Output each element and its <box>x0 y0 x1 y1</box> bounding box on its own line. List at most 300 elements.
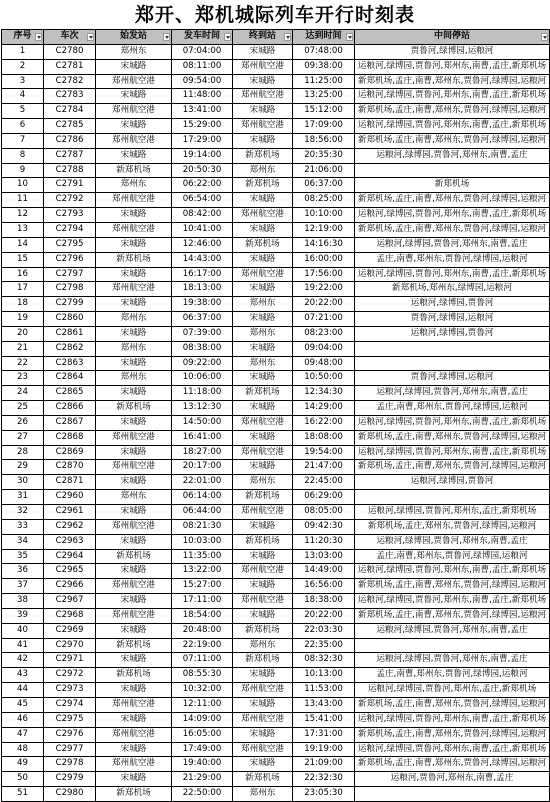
cell-stops[interactable]: 贾鲁河,绿博园,运粮河 <box>355 371 550 386</box>
cell-terminus[interactable]: 新郑机场 <box>233 178 293 193</box>
cell-departure[interactable]: 15:29:00 <box>172 119 233 134</box>
cell-stops[interactable]: 贾鲁河,绿博园,运粮河 <box>355 312 550 327</box>
cell-index[interactable]: 6 <box>2 119 44 134</box>
cell-departure[interactable]: 07:11:00 <box>172 653 233 668</box>
cell-terminus[interactable]: 宋城路 <box>233 401 293 416</box>
cell-terminus[interactable]: 宋城路 <box>233 519 293 534</box>
cell-train[interactable]: C2794 <box>44 222 96 237</box>
cell-index[interactable]: 40 <box>2 623 44 638</box>
cell-train[interactable]: C2979 <box>44 772 96 787</box>
cell-terminus[interactable]: 宋城路 <box>233 371 293 386</box>
cell-departure[interactable]: 08:55:30 <box>172 668 233 683</box>
cell-arrival[interactable]: 09:48:00 <box>293 356 355 371</box>
cell-terminus[interactable]: 宋城路 <box>233 104 293 119</box>
cell-arrival[interactable]: 08:23:00 <box>293 326 355 341</box>
cell-train[interactable]: C2797 <box>44 267 96 282</box>
cell-terminus[interactable]: 郑州航空港 <box>233 742 293 757</box>
cell-train[interactable]: C2861 <box>44 326 96 341</box>
cell-arrival[interactable]: 13:25:00 <box>293 89 355 104</box>
cell-index[interactable]: 48 <box>2 742 44 757</box>
cell-departure[interactable]: 07:04:00 <box>172 44 233 59</box>
cell-stops[interactable]: 运粮河,绿博园,贾鲁河,郑州东,南曹,孟庄,新郑机场 <box>355 208 550 223</box>
cell-departure[interactable]: 12:46:00 <box>172 237 233 252</box>
cell-index[interactable]: 15 <box>2 252 44 267</box>
cell-departure[interactable]: 20:50:30 <box>172 163 233 178</box>
cell-train[interactable]: C2963 <box>44 534 96 549</box>
cell-index[interactable]: 49 <box>2 757 44 772</box>
cell-stops[interactable]: 运粮河,绿博园,贾鲁河 <box>355 326 550 341</box>
cell-origin[interactable]: 郑州东 <box>96 178 172 193</box>
cell-terminus[interactable]: 郑州航空港 <box>233 683 293 698</box>
cell-terminus[interactable]: 宋城路 <box>233 727 293 742</box>
cell-terminus[interactable]: 宋城路 <box>233 74 293 89</box>
cell-index[interactable]: 10 <box>2 178 44 193</box>
cell-train[interactable]: C2967 <box>44 594 96 609</box>
cell-index[interactable]: 34 <box>2 534 44 549</box>
cell-origin[interactable]: 宋城路 <box>96 356 172 371</box>
cell-terminus[interactable]: 郑州东 <box>233 787 293 802</box>
cell-departure[interactable]: 13:12:30 <box>172 401 233 416</box>
cell-arrival[interactable]: 22:03:30 <box>293 623 355 638</box>
cell-arrival[interactable]: 13:03:00 <box>293 549 355 564</box>
cell-index[interactable]: 7 <box>2 133 44 148</box>
cell-index[interactable]: 24 <box>2 386 44 401</box>
cell-stops[interactable]: 新郑机场,孟庄,南曹,郑州东,贾鲁河,绿博园,运粮河 <box>355 697 550 712</box>
cell-departure[interactable]: 10:41:00 <box>172 222 233 237</box>
cell-index[interactable]: 17 <box>2 282 44 297</box>
cell-terminus[interactable]: 郑州东 <box>233 638 293 653</box>
cell-train[interactable]: C2788 <box>44 163 96 178</box>
cell-stops[interactable]: 新郑机场,孟庄,南曹,郑州东,贾鲁河,绿博园,运粮河 <box>355 430 550 445</box>
cell-origin[interactable]: 宋城路 <box>96 445 172 460</box>
cell-terminus[interactable]: 郑州航空港 <box>233 594 293 609</box>
cell-arrival[interactable]: 22:45:00 <box>293 475 355 490</box>
cell-index[interactable]: 31 <box>2 490 44 505</box>
cell-arrival[interactable]: 14:49:00 <box>293 564 355 579</box>
cell-stops[interactable]: 贾鲁河,绿博园,运粮河 <box>355 44 550 59</box>
cell-departure[interactable]: 08:21:30 <box>172 519 233 534</box>
cell-arrival[interactable]: 13:43:00 <box>293 697 355 712</box>
cell-origin[interactable]: 宋城路 <box>96 208 172 223</box>
cell-arrival[interactable]: 14:16:30 <box>293 237 355 252</box>
cell-train[interactable]: C2787 <box>44 148 96 163</box>
cell-departure[interactable]: 13:41:00 <box>172 104 233 119</box>
cell-index[interactable]: 1 <box>2 44 44 59</box>
cell-train[interactable]: C2976 <box>44 727 96 742</box>
cell-train[interactable]: C2962 <box>44 519 96 534</box>
cell-origin[interactable]: 郑州航空港 <box>96 282 172 297</box>
cell-stops[interactable]: 运粮河,绿博园,贾鲁河,郑州东,南曹,孟庄 <box>355 237 550 252</box>
cell-origin[interactable]: 新郑机场 <box>96 401 172 416</box>
cell-departure[interactable]: 07:39:00 <box>172 326 233 341</box>
cell-train[interactable]: C2868 <box>44 430 96 445</box>
cell-train[interactable]: C2970 <box>44 638 96 653</box>
cell-terminus[interactable]: 新郑机场 <box>233 237 293 252</box>
cell-train[interactable]: C2961 <box>44 505 96 520</box>
cell-stops[interactable]: 运粮河,绿博园,贾鲁河,郑州东,南曹,孟庄 <box>355 653 550 668</box>
cell-departure[interactable]: 22:01:00 <box>172 475 233 490</box>
cell-arrival[interactable]: 07:21:00 <box>293 312 355 327</box>
cell-arrival[interactable]: 12:19:00 <box>293 222 355 237</box>
cell-terminus[interactable]: 郑州东 <box>233 475 293 490</box>
cell-terminus[interactable]: 新郑机场 <box>233 148 293 163</box>
cell-departure[interactable]: 17:11:00 <box>172 594 233 609</box>
cell-train[interactable]: C2780 <box>44 44 96 59</box>
cell-origin[interactable]: 宋城路 <box>96 712 172 727</box>
cell-origin[interactable]: 宋城路 <box>96 119 172 134</box>
cell-train[interactable]: C2968 <box>44 608 96 623</box>
cell-arrival[interactable]: 18:08:00 <box>293 430 355 445</box>
cell-index[interactable]: 38 <box>2 594 44 609</box>
cell-index[interactable]: 22 <box>2 356 44 371</box>
cell-index[interactable]: 35 <box>2 549 44 564</box>
cell-stops[interactable]: 新郑机场,孟庄,南曹,郑州东,贾鲁河,绿博园,运粮河 <box>355 608 550 623</box>
cell-index[interactable]: 2 <box>2 59 44 74</box>
cell-origin[interactable]: 宋城路 <box>96 505 172 520</box>
cell-arrival[interactable]: 10:10:00 <box>293 208 355 223</box>
cell-origin[interactable]: 郑州东 <box>96 490 172 505</box>
cell-terminus[interactable]: 宋城路 <box>233 549 293 564</box>
cell-departure[interactable]: 22:50:00 <box>172 787 233 802</box>
cell-departure[interactable]: 08:38:00 <box>172 341 233 356</box>
cell-index[interactable]: 14 <box>2 237 44 252</box>
cell-arrival[interactable]: 20:35:30 <box>293 148 355 163</box>
cell-train[interactable]: C2960 <box>44 490 96 505</box>
cell-origin[interactable]: 新郑机场 <box>96 252 172 267</box>
cell-arrival[interactable]: 16:22:00 <box>293 415 355 430</box>
cell-departure[interactable]: 12:11:00 <box>172 697 233 712</box>
cell-arrival[interactable]: 23:05:30 <box>293 787 355 802</box>
cell-arrival[interactable]: 15:41:00 <box>293 712 355 727</box>
cell-departure[interactable]: 20:48:00 <box>172 623 233 638</box>
cell-stops[interactable]: 运粮河,绿博园,贾鲁河,郑州东,南曹,孟庄,新郑机场 <box>355 564 550 579</box>
cell-origin[interactable]: 郑州航空港 <box>96 579 172 594</box>
cell-train[interactable]: C2973 <box>44 683 96 698</box>
cell-index[interactable]: 13 <box>2 222 44 237</box>
cell-origin[interactable]: 宋城路 <box>96 623 172 638</box>
cell-terminus[interactable]: 宋城路 <box>233 757 293 772</box>
cell-arrival[interactable]: 19:19:00 <box>293 742 355 757</box>
cell-arrival[interactable]: 15:12:00 <box>293 104 355 119</box>
cell-index[interactable]: 5 <box>2 104 44 119</box>
cell-train[interactable]: C2860 <box>44 312 96 327</box>
cell-terminus[interactable]: 宋城路 <box>233 608 293 623</box>
cell-terminus[interactable]: 郑州航空港 <box>233 445 293 460</box>
cell-train[interactable]: C2799 <box>44 297 96 312</box>
cell-index[interactable]: 18 <box>2 297 44 312</box>
cell-origin[interactable]: 郑州航空港 <box>96 133 172 148</box>
cell-origin[interactable]: 郑州航空港 <box>96 74 172 89</box>
cell-departure[interactable]: 19:38:00 <box>172 297 233 312</box>
filter-dropdown-icon[interactable] <box>346 33 353 41</box>
cell-departure[interactable]: 18:27:00 <box>172 445 233 460</box>
cell-terminus[interactable]: 郑州东 <box>233 163 293 178</box>
cell-stops[interactable]: 运粮河,绿博园,贾鲁河,郑州东,南曹,孟庄,新郑机场 <box>355 119 550 134</box>
cell-stops[interactable]: 运粮河,绿博园,贾鲁河,郑州东,南曹,孟庄 <box>355 534 550 549</box>
cell-terminus[interactable]: 郑州东 <box>233 297 293 312</box>
cell-origin[interactable]: 郑州航空港 <box>96 430 172 445</box>
cell-stops[interactable] <box>355 490 550 505</box>
cell-terminus[interactable]: 宋城路 <box>233 668 293 683</box>
cell-train[interactable]: C2784 <box>44 104 96 119</box>
cell-index[interactable]: 47 <box>2 727 44 742</box>
cell-index[interactable]: 30 <box>2 475 44 490</box>
cell-terminus[interactable]: 宋城路 <box>233 579 293 594</box>
cell-index[interactable]: 4 <box>2 89 44 104</box>
cell-index[interactable]: 29 <box>2 460 44 475</box>
cell-index[interactable]: 3 <box>2 74 44 89</box>
cell-origin[interactable]: 宋城路 <box>96 59 172 74</box>
cell-stops[interactable]: 运粮河,贾鲁河,郑州东,南曹,孟庄 <box>355 772 550 787</box>
cell-train[interactable]: C2977 <box>44 742 96 757</box>
cell-train[interactable]: C2793 <box>44 208 96 223</box>
cell-train[interactable]: C2795 <box>44 237 96 252</box>
cell-train[interactable]: C2971 <box>44 653 96 668</box>
cell-stops[interactable]: 新郑机场,孟庄,南曹,郑州东,贾鲁河,绿博园,运粮河 <box>355 133 550 148</box>
cell-index[interactable]: 26 <box>2 415 44 430</box>
cell-departure[interactable]: 11:18:00 <box>172 386 233 401</box>
cell-stops[interactable] <box>355 163 550 178</box>
cell-departure[interactable]: 10:06:00 <box>172 371 233 386</box>
cell-stops[interactable] <box>355 341 550 356</box>
cell-origin[interactable]: 宋城路 <box>96 594 172 609</box>
cell-origin[interactable]: 宋城路 <box>96 742 172 757</box>
cell-train[interactable]: C2863 <box>44 356 96 371</box>
cell-arrival[interactable]: 16:56:00 <box>293 579 355 594</box>
cell-origin[interactable]: 宋城路 <box>96 653 172 668</box>
cell-index[interactable]: 16 <box>2 267 44 282</box>
cell-departure[interactable]: 20:17:00 <box>172 460 233 475</box>
cell-index[interactable]: 28 <box>2 445 44 460</box>
cell-index[interactable]: 50 <box>2 772 44 787</box>
filter-dropdown-icon[interactable] <box>284 33 291 41</box>
cell-index[interactable]: 44 <box>2 683 44 698</box>
cell-index[interactable]: 11 <box>2 193 44 208</box>
cell-departure[interactable]: 10:03:00 <box>172 534 233 549</box>
cell-origin[interactable]: 宋城路 <box>96 534 172 549</box>
cell-arrival[interactable]: 17:31:00 <box>293 727 355 742</box>
cell-index[interactable]: 32 <box>2 505 44 520</box>
cell-index[interactable]: 8 <box>2 148 44 163</box>
cell-train[interactable]: C2864 <box>44 371 96 386</box>
cell-terminus[interactable]: 新郑机场 <box>233 623 293 638</box>
cell-stops[interactable]: 运粮河,绿博园,贾鲁河,郑州东,南曹,孟庄,新郑机场 <box>355 712 550 727</box>
cell-origin[interactable]: 郑州航空港 <box>96 519 172 534</box>
cell-departure[interactable]: 14:09:00 <box>172 712 233 727</box>
cell-train[interactable]: C2782 <box>44 74 96 89</box>
cell-index[interactable]: 25 <box>2 401 44 416</box>
cell-origin[interactable]: 宋城路 <box>96 475 172 490</box>
cell-arrival[interactable]: 11:53:00 <box>293 683 355 698</box>
cell-terminus[interactable]: 郑州航空港 <box>233 415 293 430</box>
cell-stops[interactable]: 运粮河,绿博园,贾鲁河,郑州东,南曹,孟庄,新郑机场 <box>355 89 550 104</box>
cell-origin[interactable]: 郑州东 <box>96 44 172 59</box>
cell-arrival[interactable]: 20:22:00 <box>293 297 355 312</box>
cell-terminus[interactable]: 郑州航空港 <box>233 59 293 74</box>
cell-departure[interactable]: 17:29:00 <box>172 133 233 148</box>
cell-train[interactable]: C2964 <box>44 549 96 564</box>
cell-departure[interactable]: 11:48:00 <box>172 89 233 104</box>
cell-arrival[interactable]: 22:32:30 <box>293 772 355 787</box>
cell-departure[interactable]: 14:43:00 <box>172 252 233 267</box>
cell-arrival[interactable]: 09:04:00 <box>293 341 355 356</box>
cell-index[interactable]: 41 <box>2 638 44 653</box>
filter-dropdown-icon[interactable] <box>163 33 170 41</box>
filter-dropdown-icon[interactable] <box>87 33 94 41</box>
cell-stops[interactable]: 新郑机场,孟庄,南曹,郑州东,贾鲁河,绿博园,运粮河 <box>355 74 550 89</box>
cell-stops[interactable] <box>355 638 550 653</box>
cell-arrival[interactable]: 19:22:00 <box>293 282 355 297</box>
cell-terminus[interactable]: 宋城路 <box>233 430 293 445</box>
cell-train[interactable]: C2865 <box>44 386 96 401</box>
cell-terminus[interactable]: 宋城路 <box>233 697 293 712</box>
cell-train[interactable]: C2965 <box>44 564 96 579</box>
cell-stops[interactable]: 孟庄,南曹,郑州东,贾鲁河,绿博园,运粮河 <box>355 401 550 416</box>
cell-origin[interactable]: 郑州东 <box>96 341 172 356</box>
cell-origin[interactable]: 郑州航空港 <box>96 697 172 712</box>
cell-stops[interactable]: 新郑机场,孟庄,郑州东,贾鲁河,绿博园,运粮河 <box>355 519 550 534</box>
cell-train[interactable]: C2969 <box>44 623 96 638</box>
cell-index[interactable]: 36 <box>2 564 44 579</box>
cell-terminus[interactable]: 郑州东 <box>233 326 293 341</box>
cell-train[interactable]: C2786 <box>44 133 96 148</box>
cell-origin[interactable]: 郑州航空港 <box>96 460 172 475</box>
cell-terminus[interactable]: 郑州航空港 <box>233 267 293 282</box>
cell-index[interactable]: 21 <box>2 341 44 356</box>
cell-departure[interactable]: 19:40:00 <box>172 757 233 772</box>
cell-terminus[interactable]: 宋城路 <box>233 193 293 208</box>
cell-terminus[interactable]: 新郑机场 <box>233 490 293 505</box>
cell-arrival[interactable]: 06:37:00 <box>293 178 355 193</box>
cell-departure[interactable]: 09:54:00 <box>172 74 233 89</box>
cell-departure[interactable]: 08:42:00 <box>172 208 233 223</box>
cell-origin[interactable]: 新郑机场 <box>96 787 172 802</box>
cell-arrival[interactable]: 21:06:00 <box>293 163 355 178</box>
cell-origin[interactable]: 宋城路 <box>96 564 172 579</box>
cell-arrival[interactable]: 08:25:00 <box>293 193 355 208</box>
cell-arrival[interactable]: 10:13:00 <box>293 668 355 683</box>
cell-index[interactable]: 27 <box>2 430 44 445</box>
cell-train[interactable]: C2870 <box>44 460 96 475</box>
cell-origin[interactable]: 新郑机场 <box>96 163 172 178</box>
cell-stops[interactable]: 运粮河,绿博园,贾鲁河,郑州东,南曹,孟庄 <box>355 148 550 163</box>
cell-departure[interactable]: 22:19:00 <box>172 638 233 653</box>
cell-departure[interactable]: 06:14:00 <box>172 490 233 505</box>
cell-origin[interactable]: 宋城路 <box>96 683 172 698</box>
cell-terminus[interactable]: 新郑机场 <box>233 772 293 787</box>
cell-departure[interactable]: 09:22:00 <box>172 356 233 371</box>
cell-origin[interactable]: 宋城路 <box>96 772 172 787</box>
cell-train[interactable]: C2792 <box>44 193 96 208</box>
cell-origin[interactable]: 郑州航空港 <box>96 757 172 772</box>
cell-stops[interactable]: 新郑机场,孟庄,南曹,郑州东,贾鲁河,绿博园,运粮河 <box>355 193 550 208</box>
cell-train[interactable]: C2791 <box>44 178 96 193</box>
cell-departure[interactable]: 06:37:00 <box>172 312 233 327</box>
cell-train[interactable]: C2975 <box>44 712 96 727</box>
cell-train[interactable]: C2980 <box>44 787 96 802</box>
cell-departure[interactable]: 10:32:00 <box>172 683 233 698</box>
cell-arrival[interactable]: 19:54:00 <box>293 445 355 460</box>
cell-origin[interactable]: 宋城路 <box>96 267 172 282</box>
cell-terminus[interactable]: 郑州东 <box>233 356 293 371</box>
cell-terminus[interactable]: 郑州航空港 <box>233 208 293 223</box>
cell-stops[interactable]: 运粮河,绿博园,贾鲁河,郑州东,南曹,孟庄,新郑机场 <box>355 415 550 430</box>
cell-terminus[interactable]: 宋城路 <box>233 282 293 297</box>
cell-origin[interactable]: 新郑机场 <box>96 638 172 653</box>
cell-index[interactable]: 45 <box>2 697 44 712</box>
cell-departure[interactable]: 21:29:00 <box>172 772 233 787</box>
cell-index[interactable]: 12 <box>2 208 44 223</box>
cell-index[interactable]: 19 <box>2 312 44 327</box>
cell-stops[interactable]: 运粮河,绿博园,贾鲁河,郑州东,南曹,孟庄,新郑机场 <box>355 594 550 609</box>
cell-terminus[interactable]: 新郑机场 <box>233 534 293 549</box>
cell-origin[interactable]: 宋城路 <box>96 148 172 163</box>
cell-origin[interactable]: 新郑机场 <box>96 668 172 683</box>
cell-arrival[interactable]: 10:50:00 <box>293 371 355 386</box>
cell-train[interactable]: C2869 <box>44 445 96 460</box>
cell-departure[interactable]: 13:22:00 <box>172 564 233 579</box>
cell-departure[interactable]: 08:11:00 <box>172 59 233 74</box>
cell-terminus[interactable]: 郑州航空港 <box>233 119 293 134</box>
cell-departure[interactable]: 18:54:00 <box>172 608 233 623</box>
cell-train[interactable]: C2972 <box>44 668 96 683</box>
cell-origin[interactable]: 郑州航空港 <box>96 727 172 742</box>
cell-stops[interactable]: 孟庄,南曹,郑州东,贾鲁河,绿博园,运粮河 <box>355 252 550 267</box>
cell-terminus[interactable]: 宋城路 <box>233 312 293 327</box>
cell-arrival[interactable]: 08:05:00 <box>293 505 355 520</box>
cell-train[interactable]: C2783 <box>44 89 96 104</box>
cell-arrival[interactable]: 21:47:00 <box>293 460 355 475</box>
filter-dropdown-icon[interactable] <box>541 33 548 41</box>
cell-origin[interactable]: 宋城路 <box>96 386 172 401</box>
cell-terminus[interactable]: 宋城路 <box>233 341 293 356</box>
cell-terminus[interactable]: 郑州航空港 <box>233 712 293 727</box>
cell-arrival[interactable]: 20:22:00 <box>293 608 355 623</box>
cell-departure[interactable]: 16:41:00 <box>172 430 233 445</box>
cell-arrival[interactable]: 12:34:30 <box>293 386 355 401</box>
cell-arrival[interactable]: 18:38:00 <box>293 594 355 609</box>
cell-stops[interactable]: 运粮河,绿博园,贾鲁河,郑州东,孟庄,新郑机场 <box>355 505 550 520</box>
filter-dropdown-icon[interactable] <box>35 33 42 41</box>
cell-departure[interactable]: 15:27:00 <box>172 579 233 594</box>
cell-index[interactable]: 33 <box>2 519 44 534</box>
cell-stops[interactable]: 新郑机场,孟庄,南曹,郑州东,贾鲁河,绿博园,运粮河 <box>355 104 550 119</box>
cell-index[interactable]: 46 <box>2 712 44 727</box>
cell-terminus[interactable]: 宋城路 <box>233 133 293 148</box>
cell-stops[interactable]: 新郑机场,孟庄,南曹,郑州东,贾鲁河,绿博园,运粮河 <box>355 727 550 742</box>
cell-stops[interactable]: 运粮河,绿博园,贾鲁河,郑州东,南曹,孟庄,新郑机场 <box>355 59 550 74</box>
cell-terminus[interactable]: 宋城路 <box>233 252 293 267</box>
cell-index[interactable]: 43 <box>2 668 44 683</box>
cell-index[interactable]: 20 <box>2 326 44 341</box>
cell-arrival[interactable]: 07:48:00 <box>293 44 355 59</box>
cell-terminus[interactable]: 新郑机场 <box>233 653 293 668</box>
cell-stops[interactable]: 孟庄,南曹,郑州东,贾鲁河,绿博园,运粮河 <box>355 668 550 683</box>
cell-arrival[interactable]: 08:32:30 <box>293 653 355 668</box>
filter-dropdown-icon[interactable] <box>224 33 231 41</box>
cell-origin[interactable]: 新郑机场 <box>96 549 172 564</box>
cell-stops[interactable]: 新郑机场 <box>355 178 550 193</box>
cell-train[interactable]: C2866 <box>44 401 96 416</box>
cell-origin[interactable]: 郑州东 <box>96 312 172 327</box>
cell-stops[interactable]: 运粮河,绿博园,贾鲁河,郑州东,南曹,孟庄,新郑机场 <box>355 742 550 757</box>
cell-stops[interactable]: 运粮河,绿博园,贾鲁河,郑州东,孟庄,新郑机场 <box>355 683 550 698</box>
cell-index[interactable]: 39 <box>2 608 44 623</box>
cell-index[interactable]: 51 <box>2 787 44 802</box>
cell-train[interactable]: C2785 <box>44 119 96 134</box>
cell-train[interactable]: C2798 <box>44 282 96 297</box>
cell-stops[interactable]: 新郑机场,孟庄,南曹,郑州东,贾鲁河,绿博园,运粮河 <box>355 579 550 594</box>
